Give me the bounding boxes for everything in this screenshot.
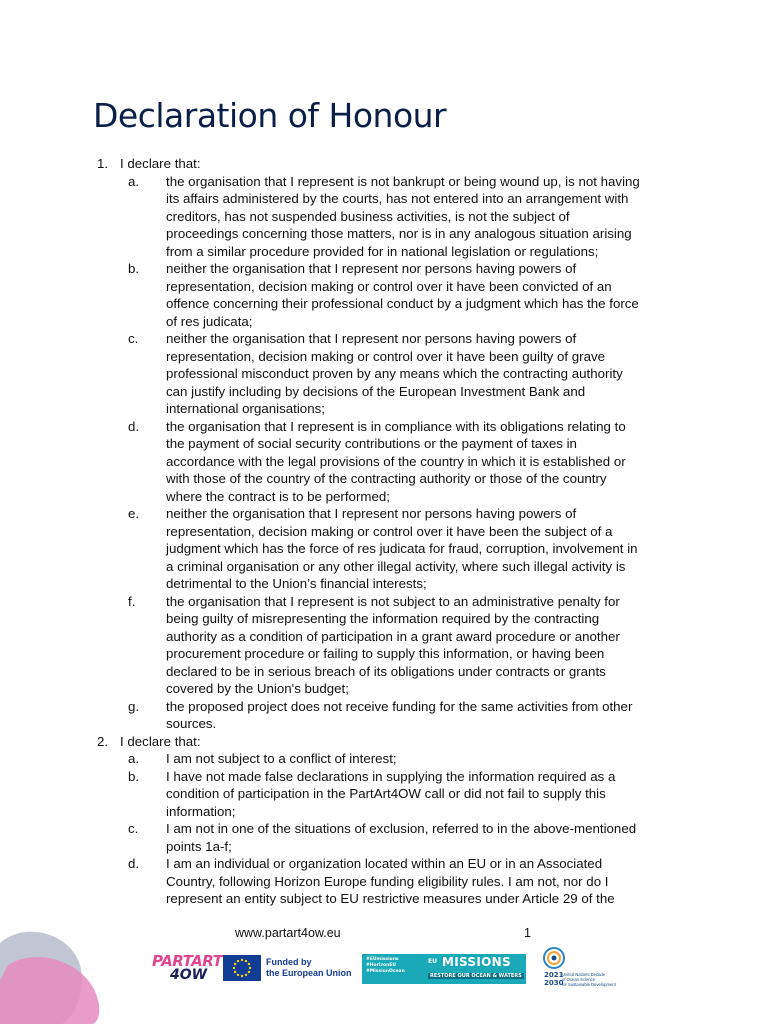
sub-item-letter: d.: [128, 856, 140, 871]
partart4ow-logo: [150, 952, 223, 986]
missions-hashtag: #MissionOcean: [366, 969, 405, 974]
text-line: with those of the country of the contracting authority or those of the country: [166, 471, 607, 486]
text-line: representation, decision making or control over it have been convicted of an: [166, 278, 612, 294]
eu-star-icon: [245, 974, 247, 976]
sub-item: [0, 173, 768, 261]
eu-star-icon: [248, 971, 250, 973]
sub-item: [0, 820, 768, 855]
eu-star-icon: [245, 960, 247, 962]
text-line: international organisations;: [166, 401, 325, 416]
item-number: 1.: [97, 156, 109, 171]
text-line: the proposed project does not receive funding for the same activities from other: [166, 698, 633, 714]
text-line: information;: [166, 803, 236, 819]
eu-funding-line2: the European Union: [266, 968, 352, 978]
sub-item-letter: a.: [128, 173, 140, 189]
sub-item-text: [166, 698, 676, 733]
sub-item-text: [166, 768, 676, 821]
sub-item-text: [166, 330, 676, 418]
sub-item-letter: c.: [128, 331, 139, 346]
missions-eu-label: EU: [428, 958, 437, 965]
sub-item-letter: g.: [128, 698, 140, 714]
text-line: the organisation that I represent is not bankrupt or being wound up, is not having: [166, 173, 640, 189]
text-line: where the contract is to be performed;: [166, 488, 390, 504]
un-ocean-decade-logo: [543, 946, 623, 992]
sub-item-letter: c.: [128, 821, 139, 836]
text-line: condition of participation in the PartArt4OW call or did not fail to supply this: [166, 786, 606, 801]
text-line: representation, decision making or control over it have been the subject of a: [166, 523, 613, 539]
sub-item: [0, 260, 768, 330]
eu-star-icon: [241, 959, 243, 961]
eu-missions-logo: [362, 954, 526, 984]
sub-item: [0, 418, 768, 506]
sub-item-letter: b.: [128, 261, 140, 276]
eu-star-icon: [248, 963, 250, 965]
sub-item-letter: e.: [128, 506, 140, 521]
text-line: professional misconduct proven by any means which the contracting authority: [166, 366, 623, 381]
sub-item-letter: d.: [128, 418, 140, 434]
sub-item: [0, 330, 768, 418]
un-text-line: United Nations Decade: [562, 972, 606, 977]
eu-star-icon: [237, 974, 239, 976]
text-line: of res judicata;: [166, 313, 253, 329]
ocean-wave-icon: [543, 946, 565, 970]
sub-item: [0, 593, 768, 698]
eu-star-icon: [234, 963, 236, 965]
partart-logo-line1: PARTART: [152, 952, 223, 970]
text-line: accordance with the legal provisions of the country in which it is established or: [166, 453, 626, 469]
sub-item: [0, 698, 768, 733]
text-line: neither the organisation that I represent nor persons having powers of: [166, 261, 577, 276]
text-line: the organisation that I represent is in compliance with its obligations relating to: [166, 418, 626, 434]
sub-item-letter: f.: [128, 593, 136, 609]
sub-item-text: [166, 855, 676, 908]
declaration-body: [0, 155, 768, 908]
sub-item: [0, 750, 768, 768]
text-line: proceedings concerning those matters, nor is in any analogous situation arising: [166, 226, 632, 241]
text-line: from a similar procedure provided for in national legislation or regulations;: [166, 243, 599, 259]
text-line: representation, decision making or control over it have been guilty of grave: [166, 348, 606, 364]
text-line: sources.: [166, 716, 217, 731]
text-line: the payment of social security contributions or the payment of taxes in: [166, 436, 577, 451]
sub-item: [0, 855, 768, 908]
item-intro: I declare that:: [120, 733, 201, 749]
missions-subtitle: RESTORE OUR OCEAN & WATERS: [430, 973, 522, 979]
text-line: being guilty of misrepresenting the information required by the contracting: [166, 611, 600, 626]
text-line: covered by the Union's budget;: [166, 681, 349, 696]
text-line: declared to be in serious breach of its obligations under contracts or grants: [166, 663, 606, 679]
sub-item-text: [166, 505, 676, 593]
decorative-shape: [0, 925, 110, 1024]
text-line: authority as a condition of participation in a grant award procedure or another: [166, 628, 620, 644]
eu-funding-text: [266, 957, 352, 979]
partart-logo-line2: 4OW: [170, 967, 208, 983]
sub-item-text: [166, 820, 676, 855]
page-number: 1: [524, 926, 531, 940]
sub-item-letter: a.: [128, 751, 140, 766]
numbered-item: [0, 733, 768, 908]
un-text-line: of Ocean Science: [562, 976, 596, 982]
sub-item-text: [166, 750, 676, 768]
eu-star-icon: [249, 967, 251, 969]
item-number: 2.: [97, 733, 109, 749]
text-line: I am an individual or organization located within an EU or in an Associated: [166, 856, 603, 871]
text-line: a criminal organisation or any other illegal activity, where such illegal activity is: [166, 558, 626, 574]
un-text-line: for Sustainable Development: [562, 981, 616, 987]
text-line: procurement procedure or failing to supply this information, or having been: [166, 646, 605, 661]
text-line: I have not made false declarations in supplying the information required as a: [166, 768, 616, 784]
sub-item-text: [166, 593, 676, 698]
sub-item: [0, 505, 768, 593]
text-line: detrimental to the Union’s financial interests;: [166, 576, 427, 591]
sub-item-text: [166, 418, 676, 506]
document-title: Declaration of Honour: [93, 96, 447, 135]
missions-hashtags: [366, 957, 405, 975]
missions-title: MISSIONS: [442, 955, 511, 969]
footer-url[interactable]: www.partart4ow.eu: [235, 926, 341, 940]
un-decade-years: [544, 972, 563, 987]
eu-funding-line1: Funded by: [266, 957, 312, 967]
eu-flag-icon: [223, 955, 261, 981]
text-line: offence concerning their professional conduct by a judgment which has the force: [166, 296, 639, 311]
eu-star-icon: [234, 971, 236, 973]
text-line: can justify including by decisions of the European Investment Bank and: [166, 383, 586, 399]
text-line: neither the organisation that I represent nor persons having powers of: [166, 331, 577, 346]
text-line: I am not in one of the situations of exclusion, referred to in the above-mentioned: [166, 821, 637, 836]
un-year-start: 2021: [544, 971, 564, 979]
text-line: represent an entity subject to EU restrictive measures under Article 29 of the: [166, 891, 615, 906]
text-line: points 1a-f;: [166, 838, 232, 854]
un-year-end: 2030: [544, 978, 564, 987]
item-intro: I declare that:: [120, 156, 201, 171]
text-line: neither the organisation that I represent nor persons having powers of: [166, 506, 577, 521]
sub-item: [0, 768, 768, 821]
sub-item-text: [166, 173, 676, 261]
text-line: creditors, has not suspended business activities, is not the subject of: [166, 208, 570, 224]
missions-hashtag: #HorizonEU: [366, 963, 397, 968]
text-line: Country, following Horizon Europe funding eligibility rules. I am not, nor do I: [166, 873, 609, 889]
text-line: I am not subject to a conflict of interest;: [166, 751, 397, 766]
text-line: the organisation that I represent is not subject to an administrative penalty for: [166, 593, 620, 609]
eu-star-icon: [233, 967, 235, 969]
sub-item-letter: b.: [128, 768, 140, 784]
sub-item-text: [166, 260, 676, 330]
missions-hashtag: #EUmissions: [366, 957, 399, 962]
eu-star-icon: [237, 960, 239, 962]
eu-star-icon: [241, 975, 243, 977]
text-line: its affairs administered by the courts, has not entered into an arrangement with: [166, 191, 629, 206]
numbered-item: [0, 155, 768, 733]
text-line: judgment which has the force of res judicata for fraud, corruption, involvement in: [166, 541, 638, 556]
un-decade-text: [562, 973, 632, 987]
